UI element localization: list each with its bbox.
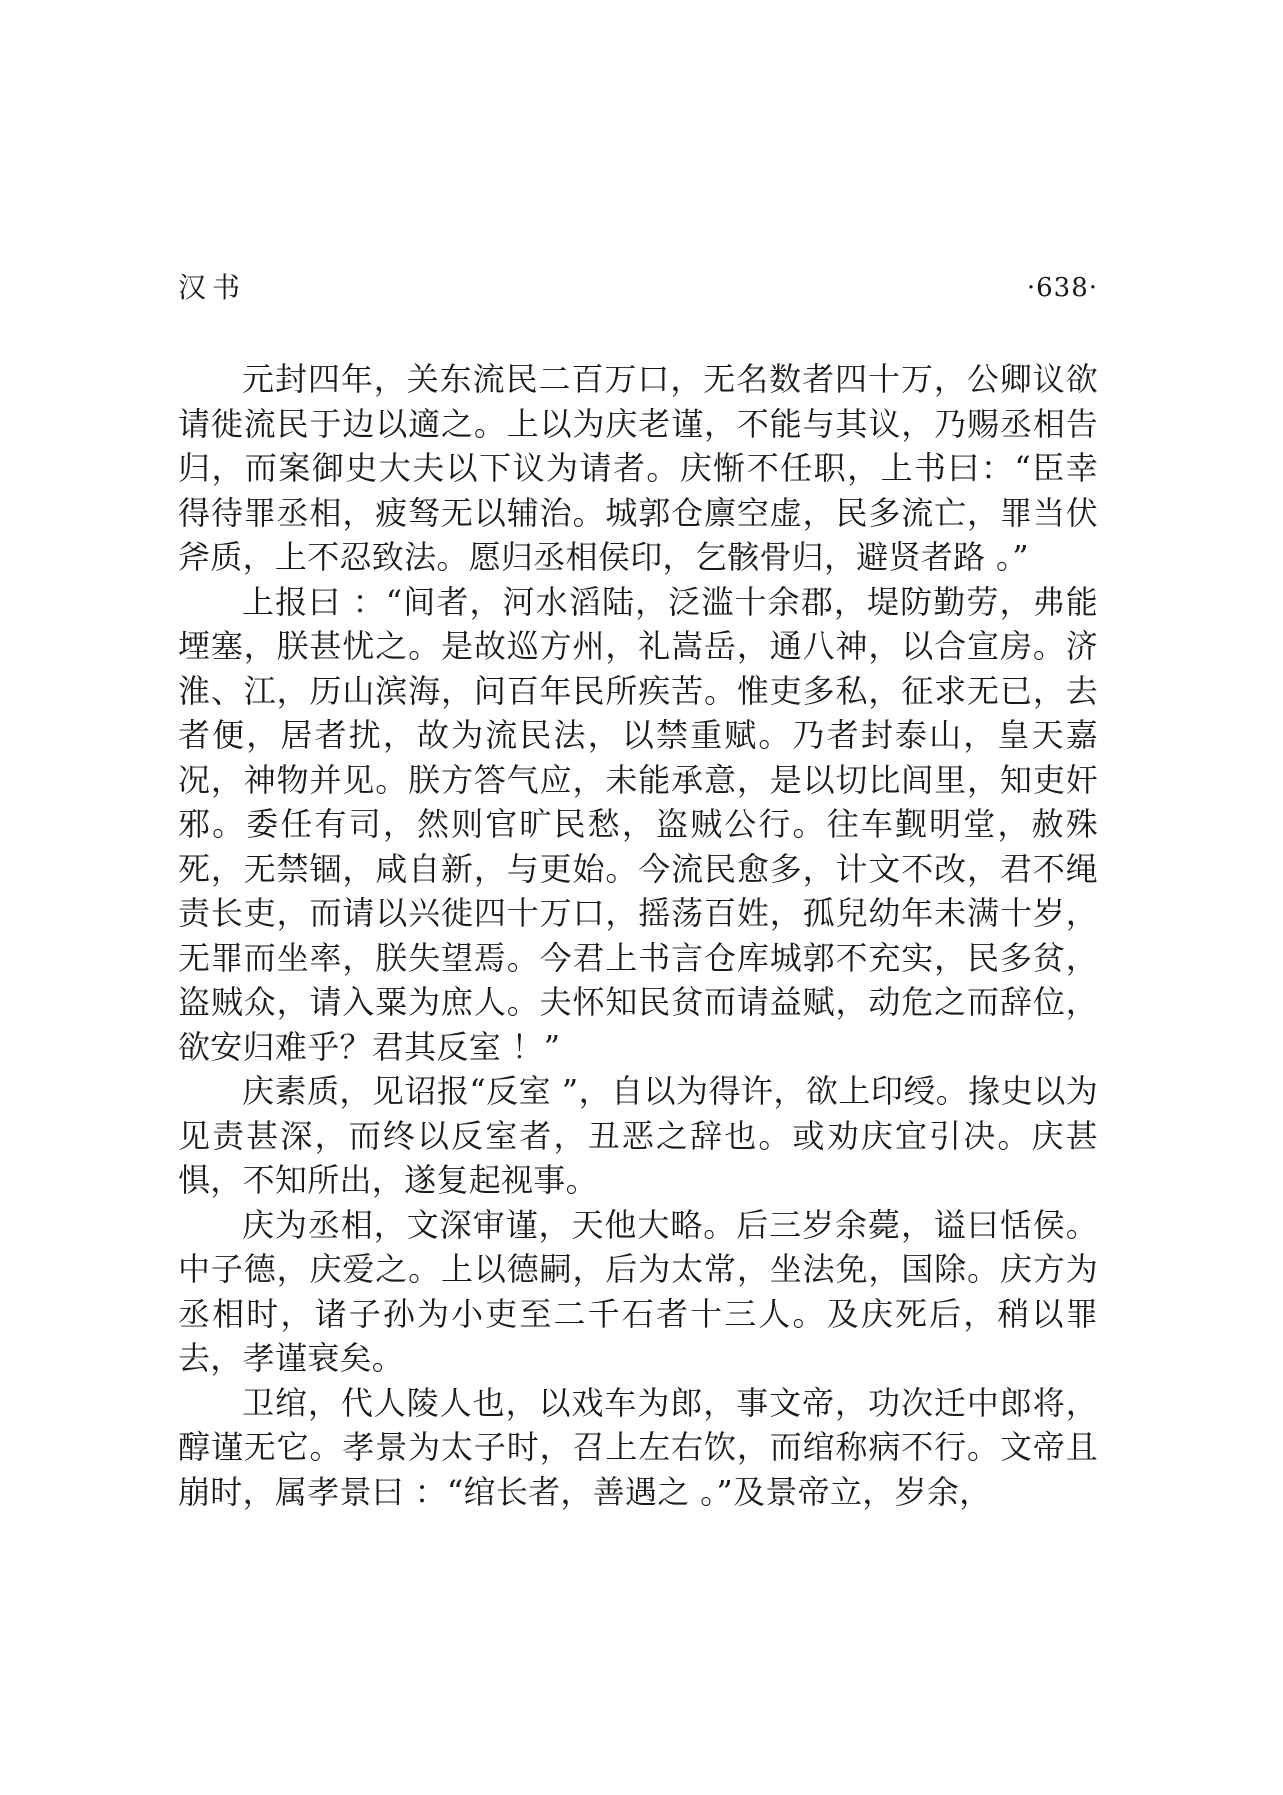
body-text <box>178 357 1098 1514</box>
running-header <box>178 268 1098 308</box>
paragraph: 庆为丞相，文深审谨，天他大略。后三岁余薨，谥曰恬侯。中子德，庆爱之。上以德嗣，后为太常，坐法免，国除。庆方为丞相时，诸子孙为小吏至二千石者十三人。及庆死后，稍以罪去，孝谨衰矣。 <box>178 1205 1098 1377</box>
paragraph: 卫绾，代人陵人也，以戏车为郎，事文帝，功次迁中郎将，醇谨无它。孝景为太子时，召上左右饮，而绾称病不行。文帝且崩时，属孝景曰 ：“绾长者，善遇之 。”及景帝立，岁余， <box>178 1383 1098 1511</box>
paragraph: 上报曰 ：“间者，河水滔陆，泛滥十余郡，堤防勤劳，弗能堙塞，朕甚忧之。是故巡方州，礼嵩岳，通八神，以合宣房。济淮、江，历山滨海，问百年民所疾苦。惟吏多私，征求无已，去者便，居者扰，故为流民法，以禁重赋。乃者封泰山，皇天嘉况，神物并见。朕方答气应，未能承意，是以切比闾里，知吏奸邪。委任有司，然则官旷民愁，盗贼公行。往车觐明堂，赦殊死，无禁锢，咸自新，与更始。今流民愈多，计文不改，君不绳责长吏，而请以兴徙四十万口，摇荡百姓，孤兒幼年未满十岁，无罪而坐率，朕失望焉。今君上书言仓库城郭不充实，民多贫，盗贼众，请入粟为庶人。夫怀知民贫而请益赋，动危之而辞位，欲安归难乎？君其反室 ！” <box>178 582 1098 1066</box>
book-title: 汉书 <box>178 271 247 304</box>
paragraph: 庆素质，见诏报“反室 ”，自以为得许，欲上印绶。掾史以为见责甚深，而终以反室者，丑恶之辞也。或劝庆宜引决。庆甚惧，不知所出，遂复起视事。 <box>178 1072 1098 1199</box>
paragraph: 元封四年，关东流民二百万口，无名数者四十万，公卿议欲请徙流民于边以適之。上以为庆老谨，不能与其议，乃赐丞相告归，而案御史大夫以下议为请者。庆惭不任职，上书曰：“臣幸得待罪丞相，疲驽无以辅治。城郭仓廪空虚，民多流亡，罪当伏斧质，上不忍致法。愿归丞相侯印，乞骸骨归，避贤者路 。” <box>178 360 1098 576</box>
page-number: ·638· <box>1026 273 1098 303</box>
